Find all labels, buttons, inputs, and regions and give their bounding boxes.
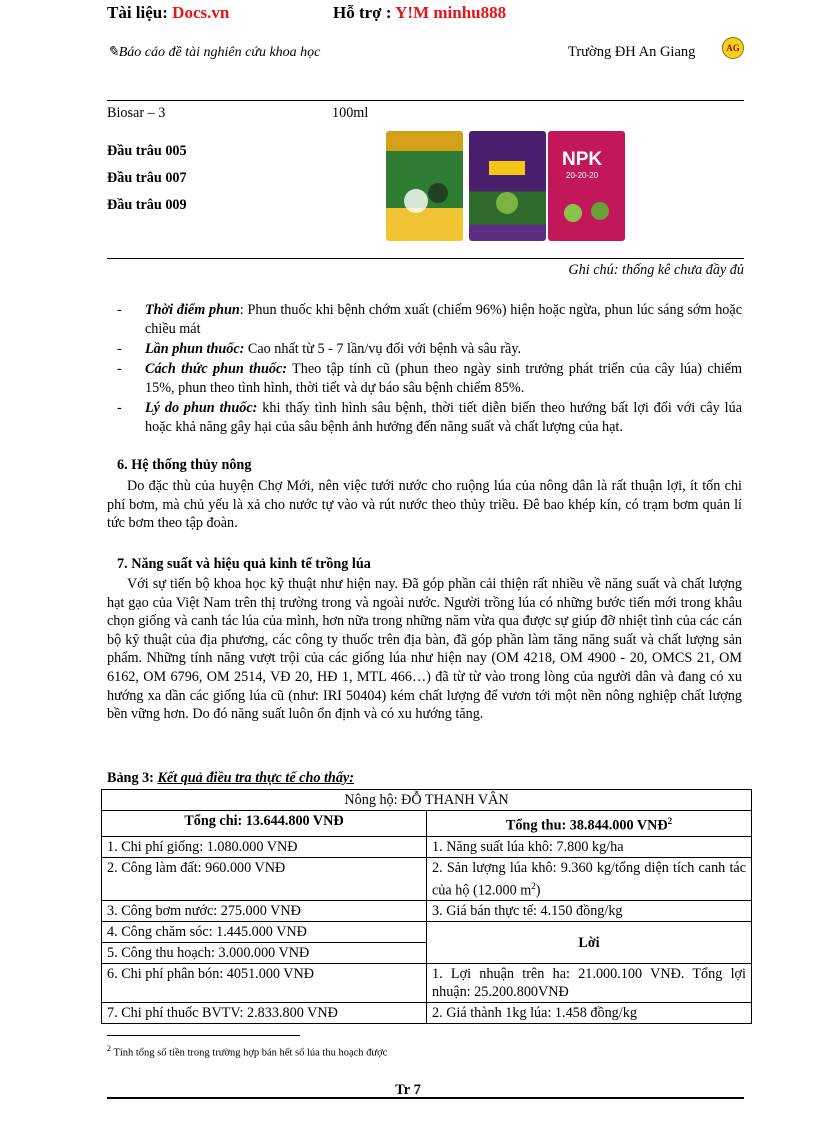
support-text: Hỗ trợ : [333,3,392,22]
table-cell: 5. Công thu hoạch: 3.000.000 VNĐ [102,943,427,964]
support-label [333,3,506,23]
table-cell: 2. Giá thành 1kg lúa: 1.458 đồng/kg [427,1003,752,1024]
school-logo-icon: AG [722,37,744,59]
table-cell: 6. Chi phí phân bón: 4051.000 VNĐ [102,964,427,1003]
section-6-text: Do đặc thù của huyện Chợ Mới, nên việc tưới nước cho ruộng lúa của nông dân là rất thuận lợi, ít tốn chi phí bơm, mà chủ yếu là xả cho nước tự vào và rút nước theo thủy triều. Đê bao khép kín, có trạm bơm quản lí tức bơm theo tập đoàn. [107,478,742,532]
table-cell: 1. Năng suất lúa khô: 7.800 kg/ha [427,836,752,857]
table-3-caption: Bảng 3: Kết quả điều tra thực tế cho thấy: [107,770,354,786]
profit-header: Lời [427,922,752,964]
fertilizer-pack-image [386,131,463,241]
table-cell: 1. Lợi nhuận trên ha: 21.000.100 VNĐ. Tổng lợi nhuận: 25.200.800VNĐ [427,964,752,1003]
fertilizer-pack-image [548,131,625,241]
crop-icon [548,131,625,241]
table-cell: 3. Công bơm nước: 275.000 VNĐ [102,901,427,922]
fertilizer-pack-image [469,131,546,241]
doc-source-label [107,3,229,23]
table-cell: 2. Sản lượng lúa khô: 9.360 kg/tổng diện tích canh tác của hộ (12.000 $m^2$) [427,857,752,901]
product-item: Đầu trâu 005 [107,143,187,159]
product-item: Đầu trâu 009 [107,197,187,213]
bullet-spray-time: - Thời điểm phun: Phun thuốc khi bệnh chớm xuất (chiếm 96%) hiện hoặc ngừa, phun lúc sáng sớm hoặc chiều mát [117,302,742,337]
biosar-name: Biosar – 3 [107,105,166,121]
pen-icon: ✎ [107,45,119,60]
table-3 [101,789,752,1024]
section-7-text: Với sự tiến bộ khoa học kỹ thuật như hiện nay. Đã góp phần cải thiện rất nhiều về năng suất và chất lượng hạt gạo của Việt Nam trên thị trường trong và ngoài nước. Người trồng lúa có những bước tiến mới trong khâu chọn giống và canh tác lúa của mình, hơn nữa trong những năm vừa qua được sự giúp đỡ nhiệt tình của các cán bộ kỹ thuật của địa phương, các công ty thuốc trên địa bàn, đã góp phần làm tăng năng suất và chất lượng sản phẩm. Những tính năng vượt trội của các giống lúa như hiện nay (OM 4218, OM 4900 - 20, OMCS 21, OM 6162, OM 6796, OM 2514, VĐ 20, HĐ 1, MTL 466…) đã từ từ vào trong lòng của người dân và đang có xu hướng xa dần các giống lúa cũ (như: IRI 50404) kém chất lượng để vươn tới một nền nông nghiệp chất lượng bền vững hơn. Do đó năng suất luôn ổn định và có xu hướng tăng. [107,576,742,723]
bullet-spray-method: - Cách thức phun thuốc: Theo tập tính cũ (phun theo ngày sinh trưởng phát triển của cây lúa) chiếm 15%, phun theo tình hình, thời tiết và dự báo sâu bệnh chiếm 85%. [117,361,742,396]
header-divider [107,100,744,101]
leaf-icon [386,131,463,241]
total-income: Tổng thu: 38.844.000 VNĐ$^2$ [427,811,752,837]
footer-rule [107,1097,744,1099]
table-cell: 1. Chi phí giống: 1.080.000 VNĐ [102,836,427,857]
footnote: $^2$ Tính tổng số tiền trong trường hợp bán hết số lúa thu hoạch được [107,1044,388,1059]
section-6-title: 6. Hệ thống thủy nông [117,457,252,473]
biosar-volume: 100ml [332,105,369,121]
school-name: Trường ĐH An Giang [568,44,696,60]
footnote-rule [107,1035,300,1036]
doc-site-link[interactable]: Docs.vn [172,3,230,22]
plant-icon [469,131,546,241]
table-divider [107,258,744,259]
bullet-spray-reason: - Lý do phun thuốc: khi thấy tình hình sâu bệnh, thời tiết diễn biến theo hướng bất lợi đối với cây lúa hoặc khả năng gây hại của sâu bệnh ảnh hưởng đến năng suất và chất lượng của hạt. [117,400,742,435]
total-cost: Tổng chi: 13.644.800 VNĐ [102,811,427,837]
pack-label-num: 20-20-20 [566,171,599,180]
doc-label: Tài liệu: [107,3,168,22]
report-title: ✎Báo cáo đề tài nghiên cứu khoa học [107,45,321,60]
note-text: Ghi chú: thống kê chưa đầy đủ [568,262,744,278]
table-cell: 4. Công chăm sóc: 1.445.000 VNĐ [102,922,427,943]
page-number: Tr 7 [395,1082,421,1098]
table-cell: 7. Chi phí thuốc BVTV: 2.833.800 VNĐ [102,1003,427,1024]
pack-label: NPK [562,149,603,170]
section-7-title: 7. Năng suất và hiệu quả kinh tế trồng lúa [117,556,371,572]
table-cell: 3. Giá bán thực tế: 4.150 đồng/kg [427,901,752,922]
table-cell: 2. Công làm đất: 960.000 VNĐ [102,857,427,901]
product-item: Đầu trâu 007 [107,170,187,186]
support-user: minhu888 [433,3,507,22]
farmer-name: Nông hộ: ĐỖ THANH VÂN [102,790,752,811]
bullet-spray-count: - Lần phun thuốc: Cao nhất từ 5 - 7 lần/vụ đối với bệnh và sâu rầy. [117,341,522,357]
support-ym: Y!M [395,3,430,22]
